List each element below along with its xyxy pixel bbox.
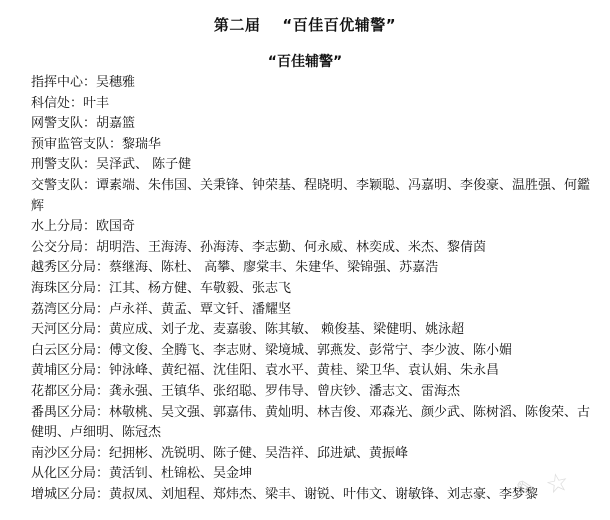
unit-label: 花都区分局： (31, 383, 110, 399)
unit-label: 天河区分局： (31, 322, 110, 338)
unit-label: 荔湾区分局： (31, 301, 110, 317)
honoree-names: 黎瑞华 (122, 136, 162, 152)
unit-label: 增城区分局： (31, 486, 110, 502)
list-item (31, 320, 596, 341)
honoree-names: 蔡继海、陈杜、 高攀、廖棠丰、朱建华、梁锦强、苏嘉浩 (109, 260, 439, 276)
honoree-names: 叶丰 (83, 95, 110, 111)
list-item (31, 485, 596, 506)
list-item (31, 444, 596, 465)
unit-label: 指挥中心： (31, 75, 97, 90)
unit-label: 公交分局： (31, 239, 97, 255)
honoree-names: 欧国奇 (96, 219, 136, 235)
list-item (31, 176, 596, 217)
unit-label: 科信处： (31, 95, 84, 111)
list-item (31, 155, 596, 176)
unit-label: 海珠区分局： (31, 280, 110, 296)
honoree-names: 胡嘉篮 (96, 116, 136, 132)
unit-label: 黄埔区分局： (31, 363, 110, 379)
list-item (31, 73, 596, 94)
unit-label: 刑警支队： (31, 157, 97, 173)
list-item (31, 300, 596, 321)
honoree-list (31, 73, 596, 508)
honoree-names: 钟泳峰、黄纪福、沈佳阳、袁水平、黄桂、梁卫华、袁认娟、朱永昌 (109, 363, 500, 379)
honoree-names: 卢永祥、黄孟、覃文钎、潘耀坚 (109, 301, 292, 317)
unit-label: 番禺区分局： (31, 404, 110, 420)
list-item (31, 217, 596, 238)
honoree-names: 谭素端、朱伟国、关秉锋、钟荣基、程晓明、李颖聪、冯嘉明、李俊豪、温胜强、何鑑辉 (31, 177, 591, 214)
list-item (31, 464, 596, 485)
list-item (31, 361, 596, 382)
honoree-names: 林敬桃、吴文强、郭嘉伟、黄灿明、林吉俊、邓森光、颜少武、陈树滔、陈俊荣、古健明、卢细明、陈冠杰 (31, 404, 591, 441)
list-item (31, 403, 596, 444)
unit-label: 越秀区分局： (31, 260, 110, 276)
honoree-names: 江其、杨方健、车敬毅、张志飞 (109, 280, 292, 296)
honoree-names: 龚永强、王镇华、张绍聪、罗伟导、曾庆钞、潘志文、雷海杰 (109, 383, 461, 399)
list-item (31, 382, 596, 403)
unit-label: 白云区分局： (31, 342, 110, 358)
honoree-names: 傅文俊、全腾飞、李志财、梁境城、郭燕发、彭常宁、李少波、陈小媚 (109, 342, 513, 358)
honoree-names: 黄应成、刘子龙、麦嘉骏、陈其敏、 赖俊基、梁健明、姚泳超 (109, 322, 465, 338)
list-item (31, 341, 596, 362)
award-name: “百佳百优辅警” (282, 16, 397, 34)
unit-label: 交警支队： (31, 177, 97, 193)
watermark-logo: ✎ ☆ (513, 466, 572, 508)
honoree-names: 胡明浩、王海涛、孙海涛、李志勤、何永威、林奕成、米杰、黎倩茵 (96, 239, 487, 255)
unit-label: 从化区分局： (31, 466, 110, 482)
list-item (31, 135, 596, 156)
edition-label: 第二届 (213, 16, 261, 34)
unit-label: 南沙区分局： (31, 445, 110, 461)
honoree-names: 吴泽武、 陈子健 (96, 157, 192, 173)
document-title (0, 14, 610, 35)
honoree-names: 黄叔凤、刘旭程、郑炜杰、梁丰、谢锐、叶伟文、谢敏锋、刘志豪、李梦黎 (109, 486, 539, 502)
list-item (31, 279, 596, 300)
list-item (31, 94, 596, 115)
unit-label: 网警支队： (31, 116, 97, 132)
honoree-names: 黄活钊、杜锦松、吴金坤 (109, 466, 253, 482)
honoree-names: 吴穗雅 (96, 75, 136, 90)
list-item (31, 114, 596, 135)
honoree-names: 纪拥彬、冼锐明、陈子健、吴浩祥、邱进斌、黄振峰 (109, 445, 409, 461)
list-item (31, 238, 596, 259)
list-item (31, 258, 596, 279)
section-title: “百佳辅警” (267, 54, 343, 70)
unit-label: 水上分局： (31, 219, 97, 235)
unit-label: 预审监管支队： (31, 136, 123, 152)
